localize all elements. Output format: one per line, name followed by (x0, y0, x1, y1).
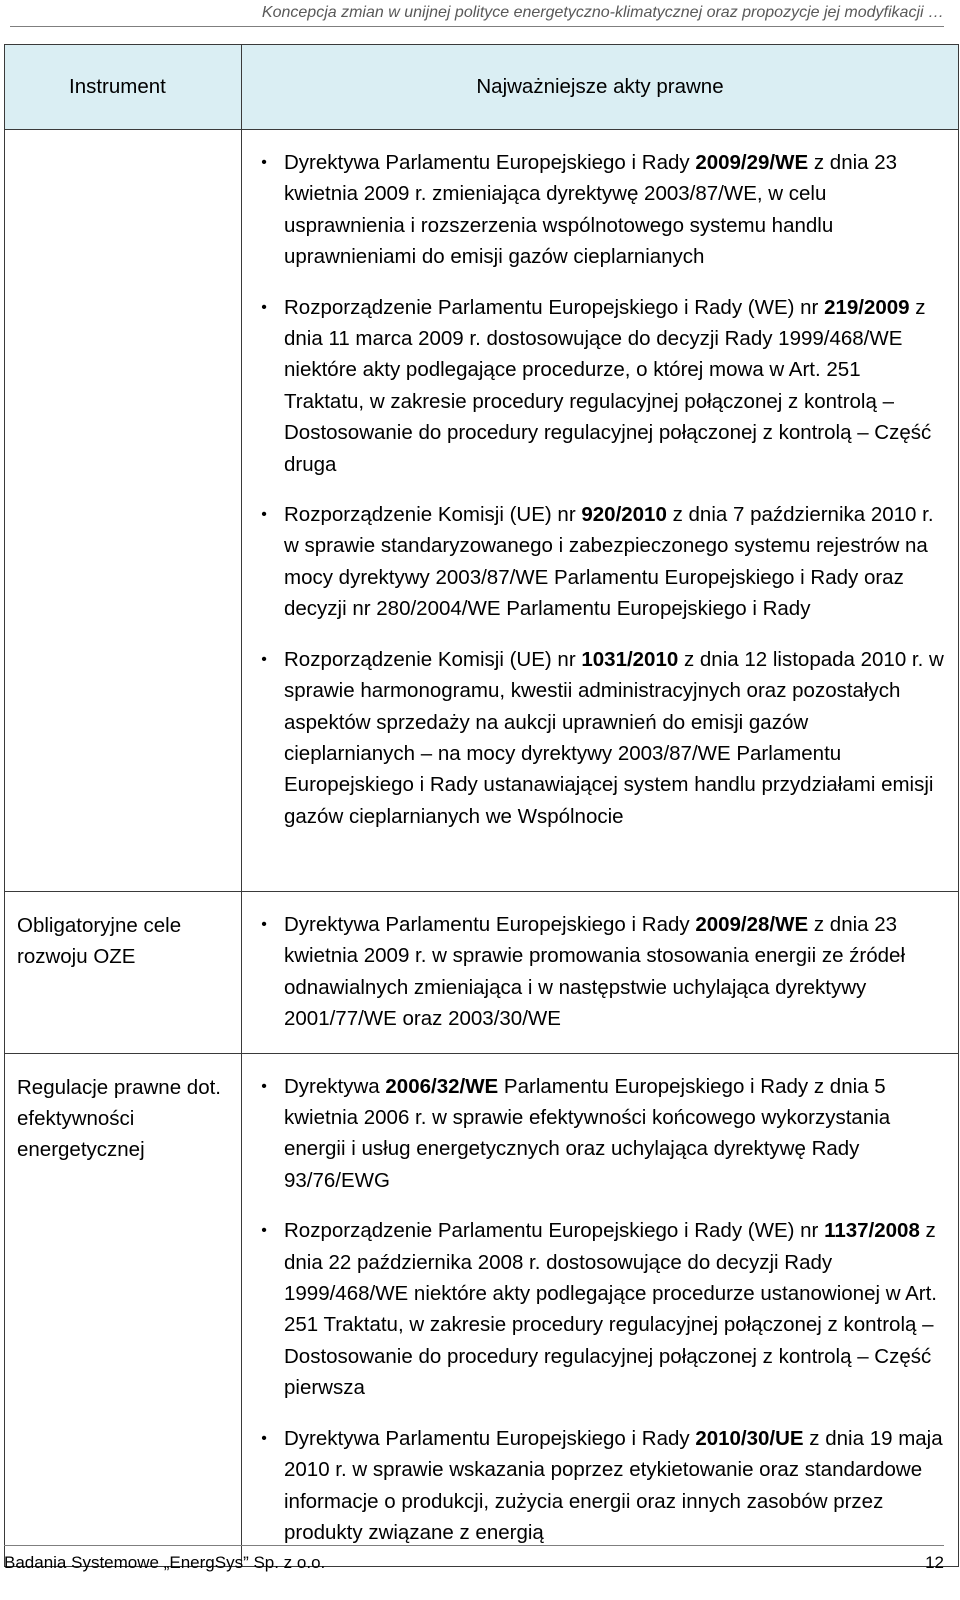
instrument-label: Regulacje prawne dot. efektywności energetycznej (17, 1075, 221, 1161)
running-header (10, 0, 944, 27)
act-text: z dnia 22 października 2008 r. dostosowujące do decyzji Rady 1999/468/WE niektóre akty podlegające procedurze ustanowionej w Art. 251 Traktatu, w zakresie procedury regulacyjnej połączonej z kontrolą – Dostosowanie do procedury regulacyjnej połączonej z kontrolą – Część pierwsza (284, 1219, 937, 1400)
instrument-cell (5, 892, 242, 1054)
running-footer (4, 1545, 944, 1582)
bullet-icon: • (261, 154, 267, 171)
act-text: z dnia 7 października 2010 r. w sprawie standaryzowanego i zabezpieczonego systemu rejestrów na mocy dyrektywy 2003/87/WE Parlamentu Europejskiego i Rady oraz decyzji nr 280/2004/WE Parlamentu Europejskiego i Rady (284, 503, 934, 621)
act-text: z dnia 19 maja 2010 r. w sprawie wskazania poprzez etykietowanie oraz standardowe informacje o produkcji, zużycia energii oraz innych zasobów przez produkty związane z energią (284, 1426, 943, 1544)
column-header-acts: Najważniejsze akty prawne (242, 45, 959, 130)
bullet-icon: • (261, 506, 267, 524)
instrument-cell (5, 1053, 242, 1567)
legal-acts-table (4, 44, 959, 1567)
act-number: 2009/28/WE (695, 913, 809, 936)
table-row (5, 892, 959, 1054)
table-header-row (5, 45, 959, 130)
acts-cell (242, 130, 959, 892)
acts-cell (242, 1053, 959, 1567)
act-number: 2006/32/WE (385, 1074, 499, 1098)
page-number: 12 (925, 1553, 944, 1572)
acts-list (242, 130, 958, 850)
instrument-label: Obligatoryjne cele rozwoju OZE (17, 914, 182, 968)
bullet-icon: • (261, 650, 267, 668)
act-number: 1031/2010 (581, 647, 679, 671)
list-item (256, 292, 944, 480)
list-item (256, 1215, 944, 1403)
act-text: Dyrektywa Parlamentu Europejskiego i Rady (284, 151, 696, 174)
act-text: Dyrektywa Parlamentu Europejskiego i Rady (284, 913, 696, 936)
act-text: z dnia 23 kwietnia 2009 r. w sprawie promowania stosowania energii ze źródeł odnawialnych zmieniająca i w następstwie uchylająca dyrektywy 2001/77/WE oraz 2003/30/WE (284, 913, 906, 1031)
act-number: 1137/2008 (824, 1219, 920, 1243)
acts-cell (242, 892, 959, 1054)
bullet-icon: • (261, 298, 267, 316)
table-row (5, 1053, 959, 1567)
list-item (256, 1423, 944, 1549)
act-text: Rozporządzenie Parlamentu Europejskiego i Rady (WE) nr (284, 1219, 825, 1243)
act-text: Rozporządzenie Komisji (UE) nr (284, 647, 582, 671)
column-header-instrument: Instrument (5, 45, 242, 130)
bullet-icon: • (261, 916, 267, 933)
acts-list (242, 892, 958, 1053)
list-item (256, 644, 944, 832)
bullet-icon: • (261, 1077, 267, 1095)
footer-company: Badania Systemowe „EnergSys” Sp. z o.o. (4, 1553, 326, 1572)
act-number: 2010/30/UE (695, 1426, 804, 1450)
list-item (256, 909, 944, 1035)
acts-list (242, 1054, 958, 1567)
list-item (256, 499, 944, 625)
bullet-icon: • (261, 1429, 267, 1447)
list-item (256, 1071, 944, 1197)
act-text: z dnia 23 kwietnia 2009 r. zmieniająca dyrektywę 2003/87/WE, w celu usprawnienia i rozszerzenia wspólnotowego systemu handlu uprawnieniami do emisji gazów cieplarnianych (284, 151, 898, 269)
instrument-cell (5, 130, 242, 892)
act-text: z dnia 11 marca 2009 r. dostosowujące do decyzji Rady 1999/468/WE niektóre akty podlegające procedurze, o której mowa w Art. 251 Traktatu, w zakresie procedury regulacyjnej połączonej z kontrolą – Dostosowanie do procedury regulacyjnej połączonej z kontrolą – Część druga (284, 295, 932, 476)
table-row (5, 130, 959, 892)
act-number: 219/2009 (824, 295, 910, 319)
act-text: Parlamentu Europejskiego i Rady z dnia 5 kwietnia 2006 r. w sprawie efektywności końcowego wykorzystania energii i usług energetycznych oraz uchylająca dyrektywę Rady 93/76/EWG (284, 1074, 891, 1192)
act-text: z dnia 12 listopada 2010 r. w sprawie harmonogramu, kwestii administracyjnych oraz pozostałych aspektów sprzedaży na aukcji uprawnień do emisji gazów cieplarnianych – na mocy dyrektywy 2003/87/WE Parlamentu Europejskiego i Rady ustanawiającej system handlu przydziałami emisji gazów cieplarnianych we Wspólnocie (284, 647, 944, 828)
running-header-title: Koncepcja zmian w unijnej polityce energetyczno-klimatycznej oraz propozycje jej modyfikacji … (261, 4, 944, 21)
instrument-label (5, 130, 241, 148)
list-item (256, 147, 944, 273)
act-text: Dyrektywa (284, 1074, 386, 1098)
act-text: Dyrektywa Parlamentu Europejskiego i Rady (284, 1426, 696, 1450)
act-number: 2009/29/WE (695, 151, 809, 174)
act-text: Rozporządzenie Komisji (UE) nr (284, 503, 582, 527)
act-number: 920/2010 (581, 503, 667, 527)
act-text: Rozporządzenie Parlamentu Europejskiego i Rady (WE) nr (284, 295, 825, 319)
bullet-icon: • (261, 1222, 267, 1240)
